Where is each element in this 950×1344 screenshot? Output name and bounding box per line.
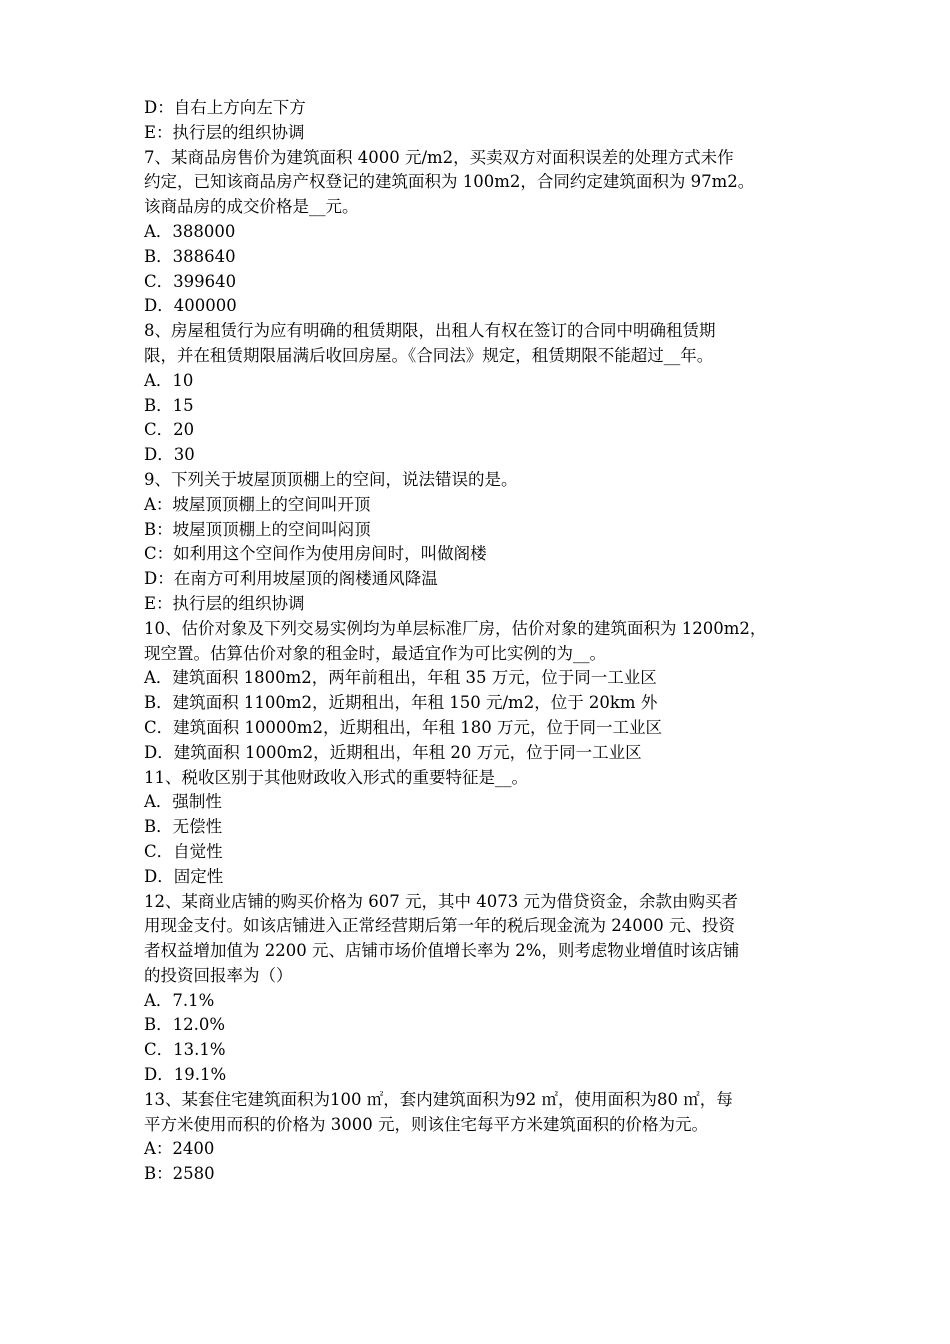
text-line: 7、某商品房售价为建筑面积 4000 元/m2，买卖双方对面积误差的处理方式未作 xyxy=(144,147,734,167)
text-line: C．20 xyxy=(144,420,195,440)
text-line: B．建筑面积 1100m2，近期租出，年租 150 元/m2，位于 20km 外 xyxy=(144,693,658,713)
text-line: 用现金支付。如该店铺进入正常经营期后第一年的税后现金流为 24000 元、投资 xyxy=(144,916,735,936)
text-line: C．13.1% xyxy=(144,1040,226,1060)
text-line: A．建筑面积 1800m2，两年前租出，年租 35 万元，位于同一工业区 xyxy=(144,668,657,688)
text-line: D：在南方可利用坡屋顶的阁楼通风降温 xyxy=(144,569,438,589)
text-line: 者权益增加值为 2200 元、店铺市场价值增长率为 2%，则考虑物业增值时该店铺 xyxy=(144,941,740,961)
text-line: B．388640 xyxy=(144,246,236,266)
text-line: 8、房屋租赁行为应有明确的租赁期限，出租人有权在签订的合同中明确租赁期 xyxy=(144,321,716,341)
text-line: D．19.1% xyxy=(144,1065,227,1085)
text-line: 的投资回报率为（） xyxy=(144,965,293,985)
text-line: A．388000 xyxy=(144,221,236,241)
text-line: A：2400 xyxy=(144,1139,215,1159)
text-line: 12、某商业店铺的购买价格为 607 元，其中 4073 元为借贷资金，余款由购买者 xyxy=(144,891,738,911)
text-line: 10、估价对象及下列交易实例均为单层标准厂房，估价对象的建筑面积为 1200m2， xyxy=(144,618,767,638)
text-line: D．30 xyxy=(144,445,195,465)
text-line: 13、某套住宅建筑面积为100 ㎡，套内建筑面积为92 ㎡，使用面积为80 ㎡，每 xyxy=(144,1089,733,1109)
text-line: 该商品房的成交价格是__元。 xyxy=(144,197,359,217)
text-line: C：如利用这个空间作为使用房间时，叫做阁楼 xyxy=(144,544,487,564)
text-line: 9、下列关于坡屋顶顶棚上的空间，说法错误的是。 xyxy=(144,469,518,489)
document-page xyxy=(144,96,812,1187)
text-line: E：执行层的组织协调 xyxy=(144,593,305,613)
text-line: A．7.1% xyxy=(144,990,215,1010)
text-line: 限，并在租赁期限届满后收回房屋。《合同法》规定，租赁期限不能超过__年。 xyxy=(144,345,714,365)
text-line: C．建筑面积 10000m2，近期租出，年租 180 万元，位于同一工业区 xyxy=(144,717,662,737)
text-line: E：执行层的组织协调 xyxy=(144,122,305,142)
text-line: C．399640 xyxy=(144,271,237,291)
text-line: B．12.0% xyxy=(144,1015,226,1035)
text-line: 约定，已知该商品房产权登记的建筑面积为 100m2，合同约定建筑面积为 97m2。 xyxy=(144,172,755,192)
text-line: 11、税收区别于其他财政收入形式的重要特征是__。 xyxy=(144,767,528,787)
text-line: 现空置。估算估价对象的租金时，最适宜作为可比实例的为__。 xyxy=(144,643,606,663)
text-line: B．15 xyxy=(144,395,194,415)
text-line: A：坡屋顶顶棚上的空间叫开顶 xyxy=(144,494,371,514)
text-line: D．400000 xyxy=(144,296,237,316)
text-line: 平方米使用而积的价格为 3000 元，则该住宅每平方米建筑面积的价格为元。 xyxy=(144,1114,708,1134)
text-line: D．固定性 xyxy=(144,866,224,886)
text-line: A．强制性 xyxy=(144,792,222,812)
text-line: D．建筑面积 1000m2，近期租出，年租 20 万元，位于同一工业区 xyxy=(144,742,642,762)
text-line: B．无偿性 xyxy=(144,817,223,837)
text-line: C．自觉性 xyxy=(144,841,223,861)
text-line: A．10 xyxy=(144,370,194,390)
text-line: B：坡屋顶顶棚上的空间叫闷顶 xyxy=(144,519,371,539)
text-line: D：自右上方向左下方 xyxy=(144,98,306,117)
text-line: B：2580 xyxy=(144,1164,215,1184)
